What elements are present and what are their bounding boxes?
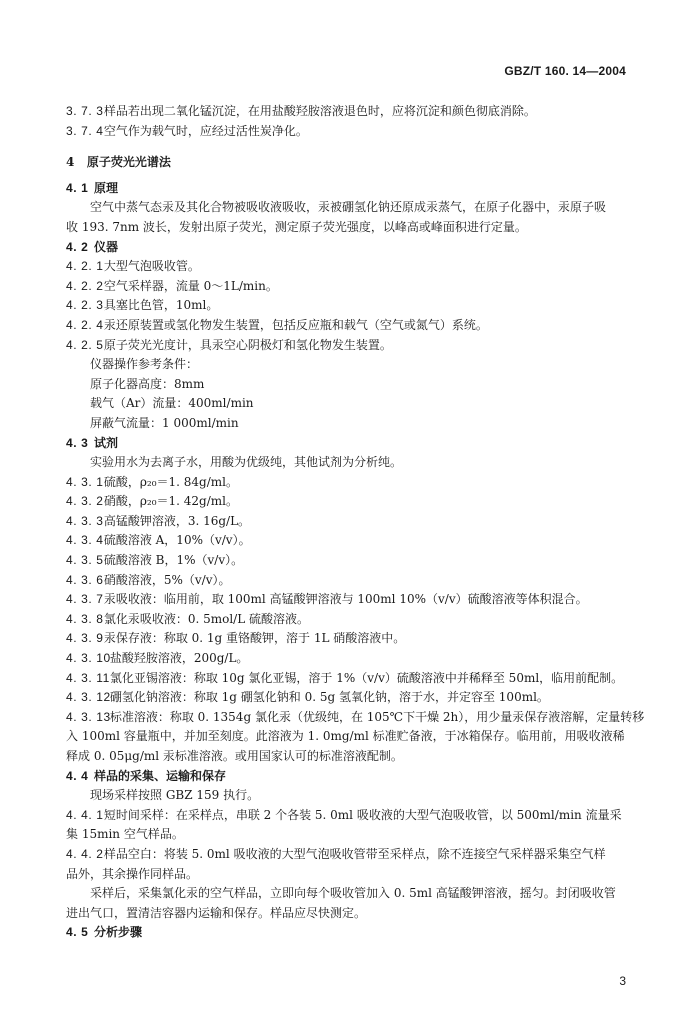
paragraph-4-4: 现场采样按照 GBZ 159 执行。: [90, 788, 260, 803]
clause-4-2-1: 4. 2. 1 大型气泡吸收管。: [66, 259, 200, 274]
section-4-3-heading: 4. 3 试剂: [66, 435, 119, 450]
operation-condition-3: 屏蔽气流量：1 000ml/min: [90, 415, 239, 430]
clause-3-7-4: 3. 7. 4 空气作为载气时，应经过活性炭净化。: [66, 123, 308, 138]
clause-4-3-10: 4. 3. 10 盐酸羟胺溶液，200g/L。: [66, 651, 249, 666]
clause-4-3-13-line-2: 入 100ml 容量瓶中，并加至刻度。此溶液为 1. 0mg/ml 标准贮备液，于冰箱保存。临用前，用吸收液稀: [66, 729, 625, 744]
clause-4-3-4: 4. 3. 4 硫酸溶液 A，10%（v/v）。: [66, 533, 251, 548]
section-4-4-heading: 4. 4 样品的采集、运输和保存: [66, 768, 227, 783]
clause-4-3-12: 4. 3. 12 硼氢化钠溶液：称取 1g 硼氢化钠和 0. 5g 氢氧化钠，溶于水，并定容至 100ml。: [66, 690, 549, 705]
clause-4-3-13-line-3: 释成 0. 05μg/ml 汞标准溶液。或用国家认可的标准溶液配制。: [66, 749, 403, 763]
operation-condition-2: 载气（Ar）流量：400ml/min: [90, 396, 254, 411]
operation-conditions-title: 仪器操作参考条件：: [90, 357, 199, 372]
paragraph-4-1-line-1: 空气中蒸气态汞及其化合物被吸收液吸收，汞被硼氢化钠还原成汞蒸气，在原子化器中，汞原子吸: [90, 200, 607, 215]
clause-4-3-7: 4. 3. 7 汞吸收液：临用前，取 100ml 高锰酸钾溶液与 100ml 10%（v/v）硫酸溶液等体积混合。: [66, 592, 588, 607]
paragraph-4-3: 实验用水为去离子水，用酸为优级纯，其他试剂为分析纯。: [90, 455, 403, 470]
clause-4-2-5: 4. 2. 5 原子荧光光度计，具汞空心阴极灯和氢化物发生装置。: [66, 337, 392, 352]
clause-4-3-3: 4. 3. 3 高锰酸钾溶液，3. 16g/L。: [66, 513, 251, 528]
section-4-2-heading: 4. 2 仪器: [66, 239, 119, 254]
clause-4-4-1-line-1: 4. 4. 1 短时间采样：在采样点，串联 2 个各装 5. 0ml 吸收液的大型气泡吸收管，以 500ml/min 流量采: [66, 807, 622, 822]
section-4-1-heading: 4. 1 原理: [66, 180, 119, 195]
section-4-5-heading: 4. 5 分析步骤: [66, 925, 143, 940]
clause-4-4-1-line-2: 集 15min 空气样品。: [66, 827, 184, 842]
clause-4-2-4: 4. 2. 4 汞还原装置或氢化物发生装置，包括反应瓶和载气（空气或氮气）系统。: [66, 317, 488, 332]
clause-4-4-2-line-1: 4. 4. 2 样品空白：将装 5. 0ml 吸收液的大型气泡吸收管带至采样点，除不连接空气采样器采集空气样: [66, 846, 606, 861]
operation-condition-1: 原子化器高度：8mm: [90, 376, 205, 391]
clause-4-3-11: 4. 3. 11 氯化亚锡溶液：称取 10g 氯化亚锡，溶于 1%（v/v）硫酸溶液中并稀释至 50ml，临用前配制。: [66, 670, 624, 685]
clause-4-3-13-line-1: 4. 3. 13 标准溶液：称取 0. 1354g 氯化汞（优级纯，在 105℃下干燥 2h），用少量汞保存液溶解，定量转移: [66, 709, 645, 724]
clause-4-3-9: 4. 3. 9 汞保存液：称取 0. 1g 重铬酸钾，溶于 1L 硝酸溶液中。: [66, 631, 406, 646]
document-body: [66, 102, 645, 943]
clause-4-3-6: 4. 3. 6 硝酸溶液，5%（v/v）。: [66, 572, 231, 587]
standard-code: GBZ/T 160. 14—2004: [504, 64, 626, 78]
clause-3-7-3: 3. 7. 3 样品若出现二氧化锰沉淀，在用盐酸羟胺溶液退色时，应将沉淀和颜色彻底消除。: [66, 104, 536, 118]
clause-4-4-2-line-2: 品外，其余操作同样品。: [66, 866, 199, 881]
page-number: 3: [619, 974, 626, 988]
clause-4-3-1: 4. 3. 1 硫酸，ρ₂₀＝1. 84g/ml。: [66, 474, 238, 489]
clause-4-3-5: 4. 3. 5 硫酸溶液 B，1%（v/v）。: [66, 553, 244, 568]
section-4-heading: 4 原子荧光光谱法: [66, 155, 171, 170]
paragraph-4-1-line-2: 收 193. 7nm 波长，发射出原子荧光，测定原子荧光强度，以峰高或峰面积进行定量。: [66, 219, 527, 234]
clause-4-2-3: 4. 2. 3 具塞比色管，10ml。: [66, 298, 219, 313]
clause-4-3-2: 4. 3. 2 硝酸，ρ₂₀＝1. 42g/ml。: [66, 494, 238, 509]
clause-4-2-2: 4. 2. 2 空气采样器，流量 0～1L/min。: [66, 278, 278, 293]
clause-4-3-8: 4. 3. 8 氯化汞吸收液：0. 5mol/L 硫酸溶液。: [66, 611, 309, 626]
paragraph-after-sampling-line-2: 进出气口，置清洁容器内运输和保存。样品应尽快测定。: [66, 905, 367, 920]
paragraph-after-sampling-line-1: 采样后，采集氯化汞的空气样品，立即向每个吸收管加入 0. 5ml 高锰酸钾溶液，摇匀。封闭吸收管: [90, 886, 616, 901]
